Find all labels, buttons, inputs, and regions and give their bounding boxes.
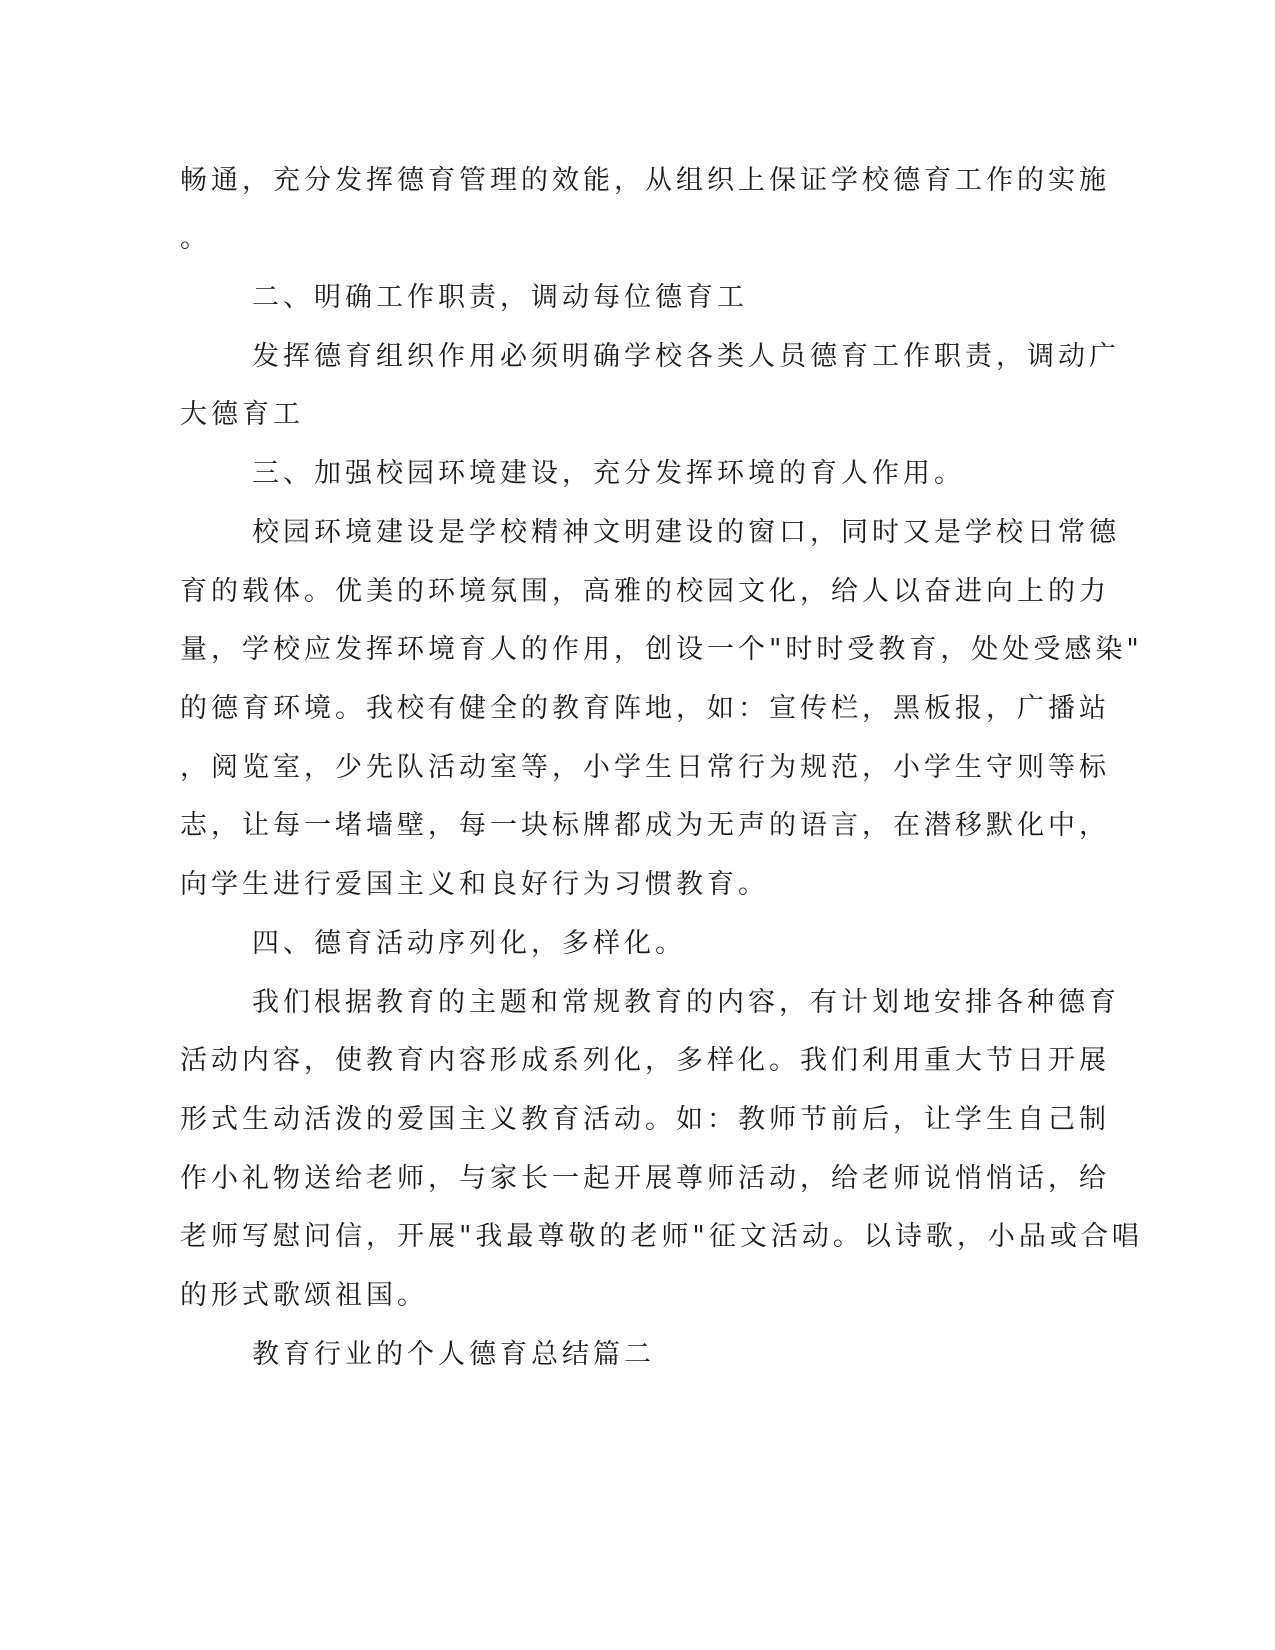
paragraph-line: 的形式歌颂祖国。 <box>180 1280 428 1311</box>
paragraph-line: 形式生动活泼的爱国主义教育活动。如：教师节前后，让学生自己制 <box>180 1104 1110 1135</box>
section-heading: 二、明确工作职责，调动每位德育工 <box>252 282 748 313</box>
section-heading: 四、德育活动序列化，多样化。 <box>252 928 686 959</box>
paragraph-line: 大德育工 <box>180 399 304 430</box>
paragraph-line: 育的载体。优美的环境氛围，高雅的校园文化，给人以奋进向上的力 <box>180 576 1110 607</box>
paragraph-line: 量，学校应发挥环境育人的作用，创设一个"时时受教育，处处受感染" <box>180 634 1143 665</box>
paragraph-line: 向学生进行爱国主义和良好行为习惯教育。 <box>180 869 769 900</box>
paragraph-line: 发挥德育组织作用必须明确学校各类人员德育工作职责，调动广 <box>252 341 1120 372</box>
paragraph-line: 校园环境建设是学校精神文明建设的窗口，同时又是学校日常德 <box>252 517 1120 548</box>
section-heading: 三、加强校园环境建设，充分发挥环境的育人作用。 <box>252 458 965 489</box>
paragraph-line: 作小礼物送给老师，与家长一起开展尊师活动，给老师说悄悄话，给 <box>180 1163 1110 1194</box>
paragraph-line: ，阅览室，少先队活动室等，小学生日常行为规范，小学生守则等标 <box>180 752 1110 783</box>
paragraph-line: 的德育环境。我校有健全的教育阵地，如：宣传栏，黑板报，广播站 <box>180 693 1110 724</box>
paragraph-line: 我们根据教育的主题和常规教育的内容，有计划地安排各种德育 <box>252 987 1120 1018</box>
paragraph-line: 。 <box>180 223 211 254</box>
paragraph-line: 志，让每一堵墙壁，每一块标牌都成为无声的语言，在潜移默化中， <box>180 810 1110 841</box>
paragraph-line: 活动内容，使教育内容形成系列化，多样化。我们利用重大节日开展 <box>180 1045 1110 1076</box>
section-heading: 教育行业的个人德育总结篇二 <box>252 1339 655 1370</box>
paragraph-line: 老师写慰问信，开展"我最尊敬的老师"征文活动。以诗歌，小品或合唱 <box>180 1221 1143 1252</box>
paragraph-line: 畅通，充分发挥德育管理的效能，从组织上保证学校德育工作的实施 <box>180 165 1110 196</box>
